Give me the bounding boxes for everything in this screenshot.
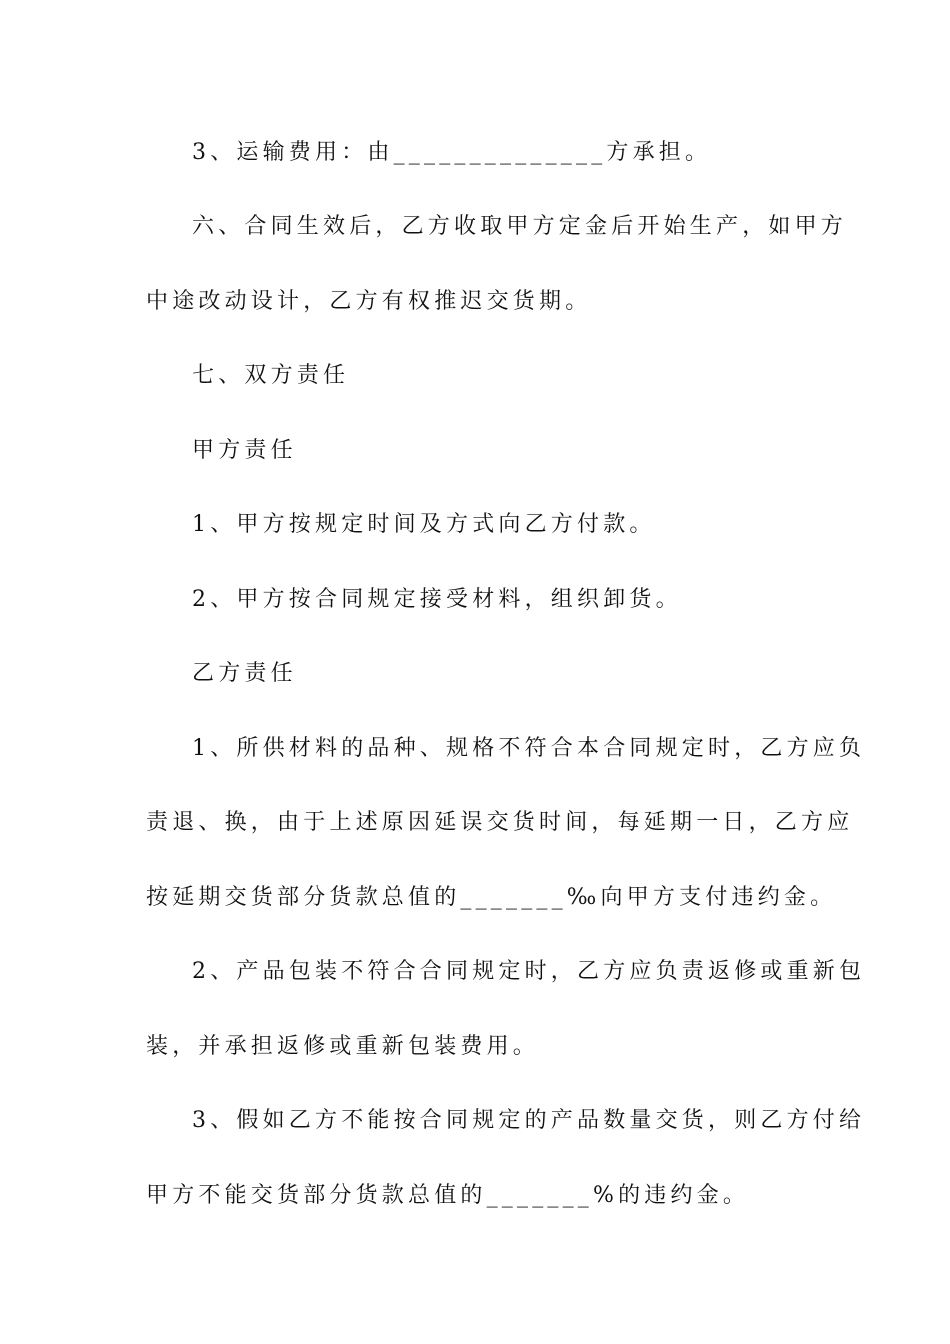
party-a-heading: 甲方责任 <box>192 438 297 463</box>
party-b-item-2-line-1: 2、产品包装不符合合同规定时，乙方应负责返修或重新包 <box>192 959 866 984</box>
clause-six-line-1: 六、合同生效后，乙方收取甲方定金后开始生产，如甲方 <box>192 214 848 239</box>
party-b-item-3-line-1: 3、假如乙方不能按合同规定的产品数量交货，则乙方付给 <box>192 1108 866 1133</box>
clause-seven-heading: 七、双方责任 <box>192 363 350 388</box>
party-b-heading: 乙方责任 <box>192 661 297 686</box>
party-b-item-1-line-2: 责退、换，由于上述原因延误交货时间，每延期一日，乙方应 <box>146 810 854 835</box>
party-b-item-3-line-2: 甲方不能交货部分货款总值的_______%的违约金。 <box>146 1183 750 1208</box>
transport-fee-clause: 3、运输费用：由______________方承担。 <box>192 140 712 165</box>
party-b-item-1-line-3: 按延期交货部分货款总值的_______‰向甲方支付违约金。 <box>146 885 837 910</box>
party-b-item-1-line-1: 1、所供材料的品种、规格不符合本合同规定时，乙方应负 <box>192 736 866 761</box>
party-a-item-1: 1、甲方按规定时间及方式向乙方付款。 <box>192 512 656 537</box>
party-a-item-2: 2、甲方按合同规定接受材料，组织卸货。 <box>192 587 682 612</box>
clause-six-line-2: 中途改动设计，乙方有权推迟交货期。 <box>146 289 592 314</box>
party-b-item-2-line-2: 装，并承担返修或重新包装费用。 <box>146 1034 540 1059</box>
